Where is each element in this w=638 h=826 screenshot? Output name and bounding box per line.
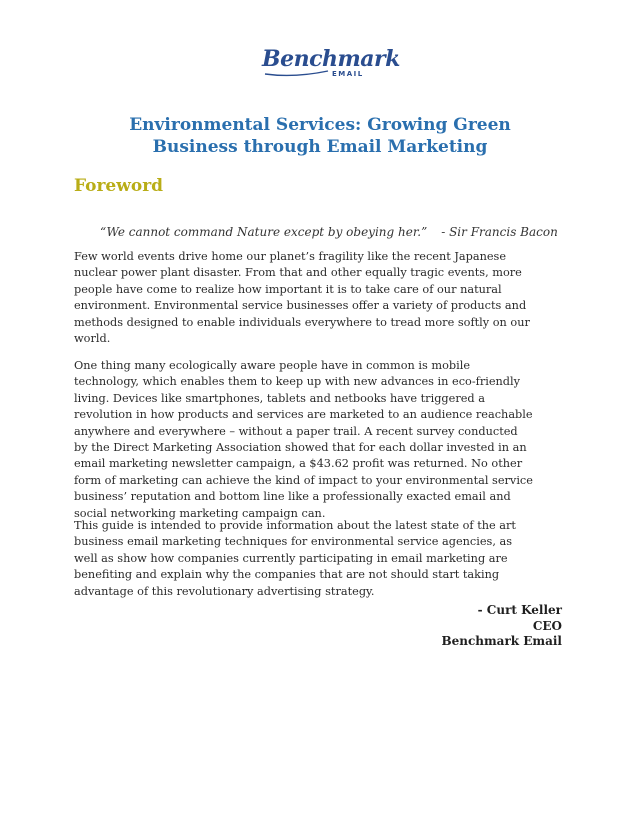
paragraph-line: One thing many ecologically aware people have in common is mobile	[74, 359, 471, 372]
paragraph-line: business’ reputation and bottom line like a professionally exacted email and	[74, 490, 511, 504]
logo-wordmark: Benchmark	[262, 46, 400, 72]
opening-quote	[100, 225, 558, 239]
paragraph-line: methods designed to enable individuals everywhere to tread more softly on our	[74, 315, 530, 329]
paragraph-line: technology, which enables them to keep up with new advances in eco-friendly	[74, 375, 521, 389]
quote-text: “We cannot command Nature except by obeying her.”	[100, 225, 428, 239]
paragraph-line: form of marketing can achieve the kind of impact to your environmental service	[74, 473, 533, 487]
paragraph-line: advantage of this revolutionary advertising strategy.	[74, 584, 375, 598]
signature-company: Benchmark Email	[441, 634, 562, 648]
paragraph-line: people have come to realize how important it is to take care of our natural	[74, 282, 502, 296]
paragraph-line: This guide is intended to provide information about the latest state of the art	[74, 519, 516, 532]
paragraph-line: business email marketing techniques for environmental service agencies, as	[74, 535, 513, 549]
benchmark-logo	[262, 46, 400, 82]
signature-block	[441, 603, 562, 650]
paragraph-line: revolution in how products and services are marketed to an audience reachable	[74, 408, 533, 422]
quote-author: - Sir Francis Bacon	[441, 225, 558, 239]
paragraph-3	[74, 518, 574, 600]
signature-role: CEO	[532, 618, 562, 633]
paragraph-line: by the Direct Marketing Association showed that for each dollar invested in an	[74, 441, 527, 455]
foreword-heading: Foreword	[74, 176, 164, 196]
title-line-1: Environmental Services: Growing Green	[129, 115, 511, 135]
paragraph-1	[74, 249, 574, 347]
paragraph-line: anywhere and everywhere – without a paper trail. A recent survey conducted	[74, 424, 518, 438]
paragraph-line: social networking marketing campaign can.	[74, 506, 326, 520]
signature-name: - Curt Keller	[477, 603, 562, 617]
title-line-2: Business through Email Marketing	[152, 137, 488, 157]
paragraph-line: environment. Environmental service businesses offer a variety of products and	[74, 299, 527, 313]
logo-swoosh-icon	[264, 68, 330, 78]
paragraph-line: email marketing newsletter campaign, a $43.62 profit was returned. No other	[74, 457, 523, 471]
paragraph-line: Few world events drive home our planet’s fragility like the recent Japanese	[74, 250, 507, 263]
paragraph-line: living. Devices like smartphones, tablets and netbooks have triggered a	[74, 391, 485, 405]
paragraph-line: world.	[74, 332, 111, 346]
logo-subtext: EMAIL	[332, 70, 364, 78]
document-title	[70, 114, 570, 158]
paragraph-line: benefiting and explain why the companies that are not should start taking	[74, 568, 500, 582]
paragraph-line: well as show how companies currently participating in email marketing are	[74, 551, 508, 565]
paragraph-line: nuclear power plant disaster. From that and other equally tragic events, more	[74, 266, 522, 280]
paragraph-2	[74, 358, 574, 522]
